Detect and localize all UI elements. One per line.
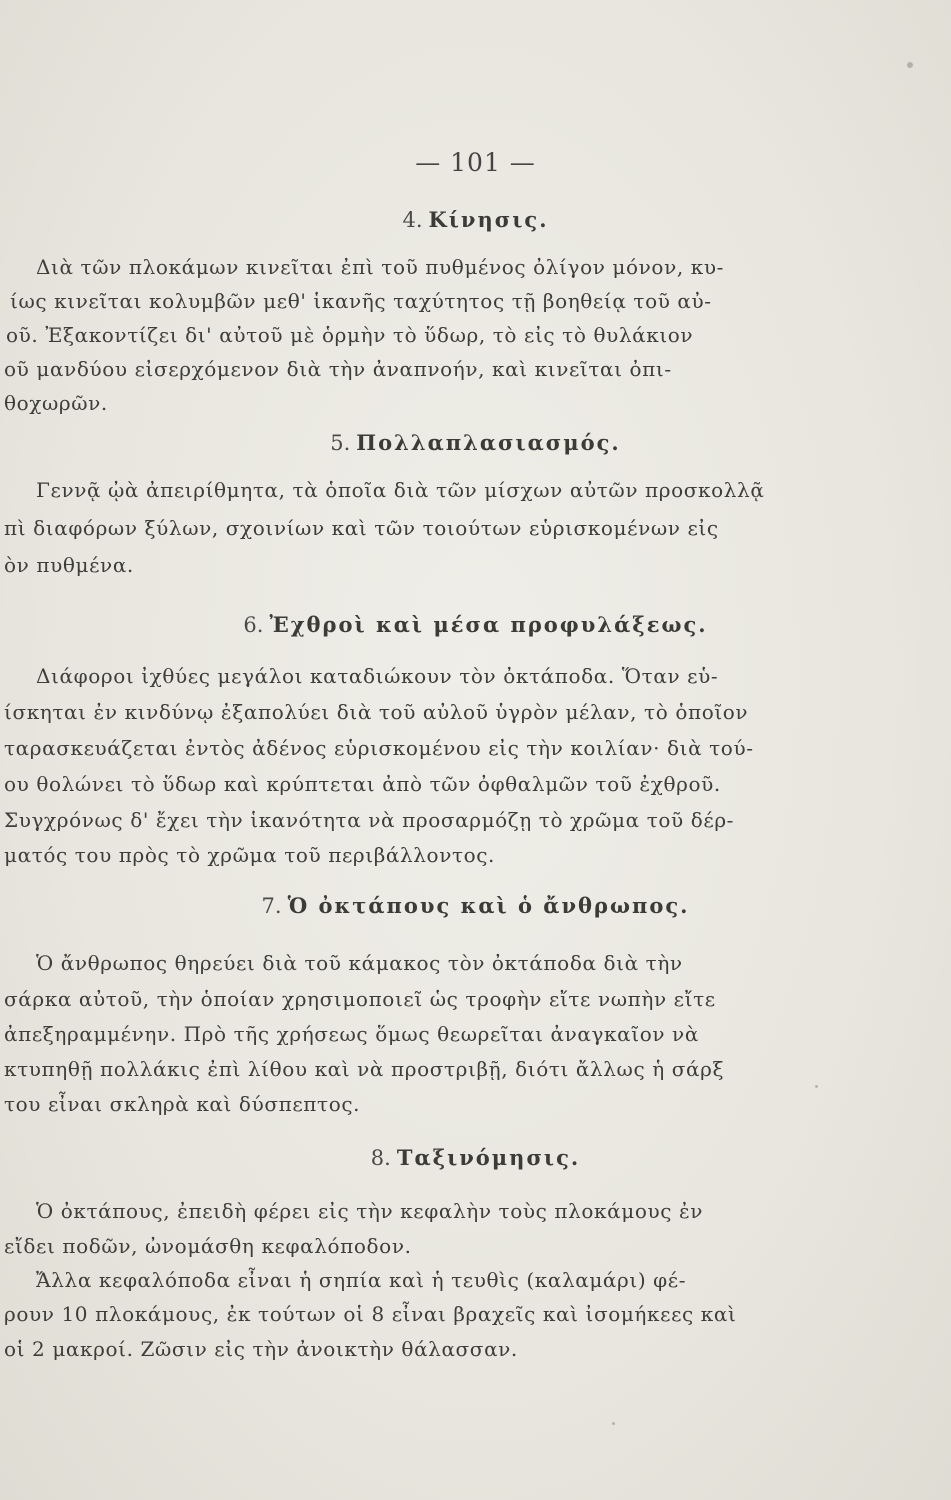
paragraph-line: ρουν 10 πλοκάμους, ἐκ τούτων οἱ 8 εἶναι βραχεῖς καὶ ἰσομήκεες καὶ (4, 1302, 737, 1326)
section-title: Ἐχθροὶ καὶ μέσα προφυλάξεως. (269, 612, 708, 637)
dust-speck (815, 1085, 818, 1088)
section-number: 6. (243, 613, 264, 637)
paragraph-line: οἱ 2 μακροί. Ζῶσιν εἰς τὴν ἀνοικτὴν θάλασσαν. (4, 1337, 518, 1361)
paragraph-line: Ἄλλα κεφαλόποδα εἶναι ἡ σηπία καὶ ἡ τευθὶς (καλαμάρι) φέ- (36, 1268, 687, 1292)
paragraph-line: κτυπηθῇ πολλάκις ἐπὶ λίθου καὶ νὰ προστριβῇ, διότι ἄλλως ἡ σάρξ (4, 1057, 725, 1081)
section-title: Πολλαπλασιασμός. (356, 430, 621, 455)
dust-speck (612, 1422, 615, 1425)
paragraph-line: ίσκηται ἐν κινδύνῳ ἐξαπολύει διὰ τοῦ αὐλοῦ ὑγρὸν μέλαν, τὸ ὁποῖον (4, 700, 749, 724)
paragraph-line: Διὰ τῶν πλοκάμων κινεῖται ἐπὶ τοῦ πυθμένος ὀλίγον μόνον, κυ- (36, 255, 724, 279)
section-number: 5. (330, 431, 351, 455)
paragraph-line: Διάφοροι ἰχθύες μεγάλοι καταδιώκουν τὸν ὀκτάποδα. Ὅταν εὑ- (36, 664, 719, 688)
section-title: Ταξινόμησις. (396, 1145, 581, 1170)
paragraph-line: θοχωρῶν. (4, 391, 108, 415)
section-number: 8. (370, 1146, 391, 1170)
paragraph-line: ταρασκευάζεται ἐντὸς ἀδένος εὑρισκομένου εἰς τὴν κοιλίαν· διὰ τού- (4, 736, 754, 760)
paragraph-line: ἀπεξηραμμένην. Πρὸ τῆς χρήσεως ὅμως θεωρεῖται ἀναγκαῖον νὰ (4, 1022, 699, 1046)
section-heading (0, 612, 951, 637)
paragraph-line: οῦ μανδύου εἰσερχόμενον διὰ τὴν ἀναπνοήν, καὶ κινεῖται ὀπι- (4, 357, 672, 381)
section-title: Κίνησις. (428, 207, 549, 232)
paragraph-line: Γεννᾷ ᾠὰ ἀπειρίθμητα, τὰ ὁποῖα διὰ τῶν μίσχων αὐτῶν προσκολλᾷ (36, 478, 765, 502)
paragraph-line: ου θολώνει τὸ ὕδωρ καὶ κρύπτεται ἀπὸ τῶν ὀφθαλμῶν τοῦ ἐχθροῦ. (4, 772, 721, 796)
paragraph-line: ίως κινεῖται κολυμβῶν μεθ' ἱκανῆς ταχύτητος τῇ βοηθείᾳ τοῦ αὐ- (10, 289, 712, 313)
section-heading (0, 893, 951, 918)
paragraph-line: ὸν πυθμένα. (4, 553, 134, 577)
paragraph-line: σάρκα αὐτοῦ, τὴν ὁποίαν χρησιμοποιεῖ ὡς τροφὴν εἴτε νωπὴν εἴτε (4, 987, 716, 1011)
paragraph-line: Ὁ ὀκτάπους, ἐπειδὴ φέρει εἰς τὴν κεφαλὴν τοὺς πλοκάμους ἐν (36, 1199, 704, 1223)
paragraph-line: Συγχρόνως δ' ἔχει τὴν ἱκανότητα νὰ προσαρμόζῃ τὸ χρῶμα τοῦ δέρ- (4, 808, 735, 832)
section-heading (0, 207, 951, 232)
section-number: 4. (402, 208, 423, 232)
section-heading (0, 1145, 951, 1170)
paragraph-line: οῦ. Ἐξακοντίζει δι' αὐτοῦ μὲ ὁρμὴν τὸ ὕδωρ, τὸ εἰς τὸ θυλάκιον (6, 323, 694, 347)
section-heading (0, 430, 951, 455)
paragraph-line: Ὁ ἄνθρωπος θηρεύει διὰ τοῦ κάμακος τὸν ὀκτάποδα διὰ τὴν (36, 951, 683, 975)
paragraph-line: του εἶναι σκληρὰ καὶ δύσπεπτος. (4, 1092, 361, 1116)
dust-speck (907, 62, 913, 68)
section-number: 7. (261, 894, 282, 918)
page-number: — 101 — (415, 148, 536, 177)
paragraph-line: εἴδει ποδῶν, ὠνομάσθη κεφαλόποδον. (4, 1234, 412, 1258)
paragraph-line: πὶ διαφόρων ξύλων, σχοινίων καὶ τῶν τοιούτων εὑρισκομένων εἰς (4, 516, 719, 540)
paragraph-line: ματός του πρὸς τὸ χρῶμα τοῦ περιβάλλοντος. (4, 843, 496, 867)
section-title: Ὁ ὀκτάπους καὶ ὁ ἄνθρωπος. (287, 893, 690, 918)
